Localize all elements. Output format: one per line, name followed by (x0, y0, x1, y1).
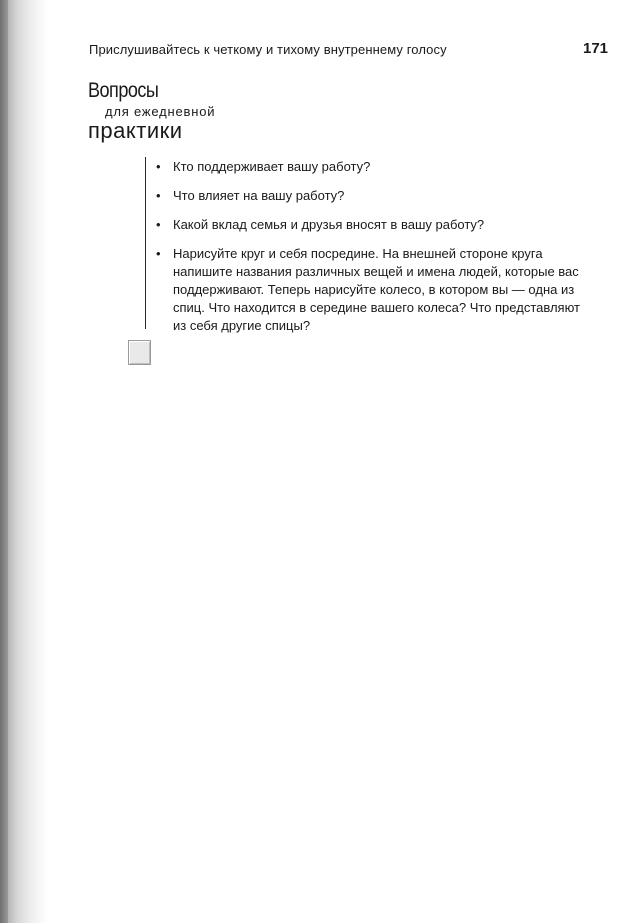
page-spine-edge (0, 0, 8, 923)
list-item (155, 216, 595, 234)
question-text: Нарисуйте круг и себя посредине. На внешней стороне круга напишите названия различных вещей и имена людей, которые вас поддерживают. Теперь нарисуйте колесо, в котором вы — одна из спиц. Что находится в середине вашего колеса? Что представляют из себя другие спицы? (173, 246, 581, 333)
section-title-line1: Вопросы (88, 79, 159, 102)
list-item (155, 158, 595, 176)
end-square-marker (128, 340, 151, 365)
bullet-icon: • (156, 217, 161, 232)
question-text: Что влияет на вашу работу? (173, 188, 345, 203)
question-text: Кто поддерживает вашу работу? (173, 159, 371, 174)
bullet-icon: • (156, 188, 161, 203)
question-text: Какой вклад семья и друзья вносят в вашу работу? (173, 217, 485, 232)
list-item (155, 187, 595, 205)
page-number: 171 (583, 40, 609, 57)
questions-list (155, 158, 595, 346)
bullet-icon: • (156, 246, 161, 261)
vertical-rule (145, 157, 146, 329)
list-item (155, 245, 595, 335)
section-title-line2: для ежедневной (105, 104, 216, 119)
section-title-line3: практики (88, 118, 183, 143)
running-head: Прислушивайтесь к четкому и тихому внутреннему голосу (89, 42, 447, 57)
bullet-icon: • (156, 159, 161, 174)
